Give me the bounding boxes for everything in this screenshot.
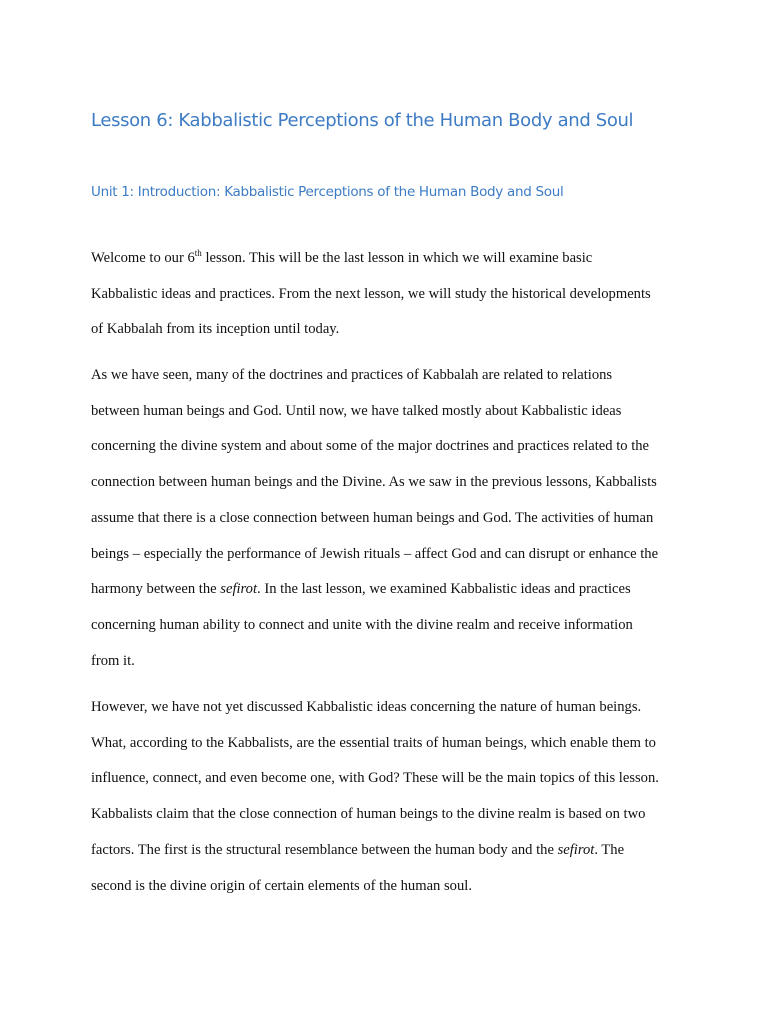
paragraph-line: second is the divine origin of certain elements of the human soul. [91, 877, 472, 894]
paragraph-line: from it. [91, 652, 135, 669]
paragraph-welcome [91, 241, 691, 348]
paragraph-line: concerning human ability to connect and unite with the divine realm and receive information [91, 616, 633, 633]
text-run: Welcome to our 6 [91, 250, 195, 266]
italic-term: sefirot [220, 581, 258, 598]
paragraph-line: Kabbalistic ideas and practices. From the next lesson, we will study the historical developments [91, 285, 651, 302]
text-run: lesson. This will be the last lesson in which we will examine basic [201, 250, 593, 266]
paragraph-background [91, 358, 691, 679]
paragraph-line: beings – especially the performance of Jewish rituals – affect God and can disrupt or enhance the [91, 545, 659, 562]
unit-title: Unit 1: Introduction: Kabbalistic Perceptions of the Human Body and Soul [91, 184, 564, 200]
paragraph-line [91, 833, 691, 869]
paragraph-line [91, 572, 691, 608]
paragraph-line: influence, connect, and even become one, with God? These will be the main topics of this lesson. [91, 770, 659, 787]
superscript-ordinal: th [194, 248, 202, 258]
paragraph-line: between human beings and God. Until now, we have talked mostly about Kabbalistic ideas [91, 402, 622, 419]
paragraph-line [91, 241, 691, 277]
paragraph-line: connection between human beings and the Divine. As we saw in the previous lessons, Kabbalists [91, 474, 657, 491]
lesson-title: Lesson 6: Kabbalistic Perceptions of the Human Body and Soul [91, 110, 634, 131]
text-run: harmony between the [91, 581, 221, 598]
paragraph-line: assume that there is a close connection between human beings and God. The activities of human [91, 509, 654, 526]
text-run: . The [594, 841, 625, 858]
paragraph-lesson-topics [91, 690, 691, 904]
paragraph-line: What, according to the Kabbalists, are the essential traits of human beings, which enable them to [91, 734, 656, 751]
text-run: . In the last lesson, we examined Kabbalistic ideas and practices [257, 581, 631, 598]
paragraph-line: concerning the divine system and about some of the major doctrines and practices related to the [91, 438, 650, 455]
paragraph-line: Kabbalists claim that the close connection of human beings to the divine realm is based on two [91, 806, 646, 823]
italic-term: sefirot [557, 841, 595, 858]
paragraph-line: However, we have not yet discussed Kabbalistic ideas concerning the nature of human beings. [91, 699, 642, 715]
paragraph-line: of Kabbalah from its inception until today. [91, 321, 340, 338]
paragraph-line: As we have seen, many of the doctrines and practices of Kabbalah are related to relations [91, 367, 613, 383]
text-run: factors. The first is the structural resemblance between the human body and the [91, 841, 558, 858]
